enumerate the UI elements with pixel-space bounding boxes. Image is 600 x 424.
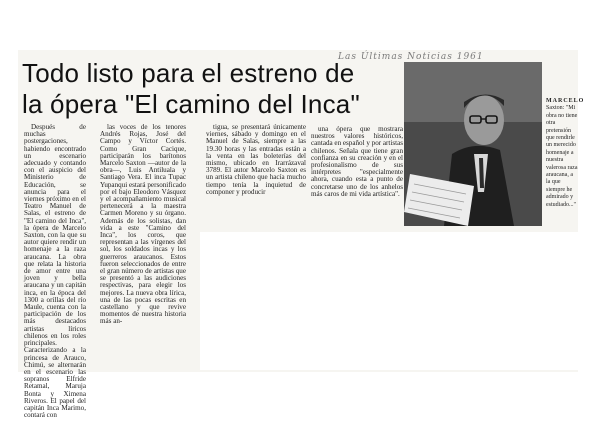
caption-name: MARCELO	[546, 98, 585, 104]
column-4-text: una ópera que mostrara nuestros valores históricos, cantada en español y por artistas chilenos. Señala que tiene gran confianza en su creación y en el profesionalismo de sus intérpretes "especialmente ahora, cuando esta a punto de concretarse uno de los anhelos más caros de mi vida artística".	[311, 125, 403, 198]
headline-line-1: Todo listo para el estreno de	[22, 58, 355, 88]
headline	[22, 58, 384, 120]
article-column-4	[311, 126, 403, 226]
column-3-text: tigua, se presentará únicamente viernes, sábado y domingo en el Manuel de Salas, siempre a las 19.30 horas y las entradas están a la venta en las boleterías del mismo, ubicado en Irarrázaval 3789. El autor Marcelo Saxton es un artista chileno que hacía mucho tiempo tenía la inquietud de componer y producir	[206, 123, 306, 196]
column-2-text: las voces de los tenores Andrés Rojas, José del Campo y Víctor Cortés. Como Gran Cacique, participarán los barítonos Marcelo Saxton —autor de la obra—, Luis Antiluala y Santiago Vera. El inca Tupac Yupanqui estará personificado por el bajo Eleodoro Vásquez y el acompañamiento musical pertenecerá a la maestra Carmen Moreno y su órgano. Además de los solistas, dan vida a este "Camino del Inca", los coros, que representan a las vírgenes del sol, los soldados incas y los guerreros araucanos. Estos fueron seleccionados de entre el gran número de artistas que se presentó a las audiciones respectivas, para elegir los mejores. La nueva obra lírica, una de las pocas escritas en castellano y que revive momentos de nuestra historia más an-	[100, 123, 186, 326]
headline-line-2: la ópera "El camino del Inca"	[22, 89, 360, 119]
article-column-2	[100, 124, 186, 360]
column-1-text: Después de muchas postergaciones, habiendo encontrado un escenario adecuado y contando con el auspicio del Ministerio de Educación, se anuncia para el viernes próximo en el Teatro Manuel de Salas, el estreno de "El camino del Inca", la ópera de Marcelo Saxton, con la que su autor quiere rendir un homenaje a la raza araucana. La obra que relata la historia de amor entre una joven y bella araucana y un capitán inca, en la época del 1300 a orillas del río Maule, cuenta con la participación de los más destacados artistas líricos chilenos en los roles principales. Caracterizando a la princesa de Arauco, Chimú, se alternarán en el escenario las sopranos Elfride Retamal, Maruja Bonta y Ximena Riveros. El papel del capitán Inca Marimo, contará con	[24, 123, 86, 420]
portrait-photo	[404, 62, 542, 226]
article-column-1	[24, 123, 86, 420]
handwritten-note: Las Últimas Noticias 1961	[338, 52, 484, 62]
portrait-illustration	[404, 62, 542, 226]
article-column-3	[206, 124, 306, 228]
blank-area	[200, 232, 578, 370]
photo-caption	[546, 98, 585, 209]
caption-text: Saxton: "Mi obra no tiene otra pretensión que rendirle un merecido homenaje a nuestra valerosa raza araucana, a la que siempre he admirado y estudiado..."	[546, 105, 578, 208]
